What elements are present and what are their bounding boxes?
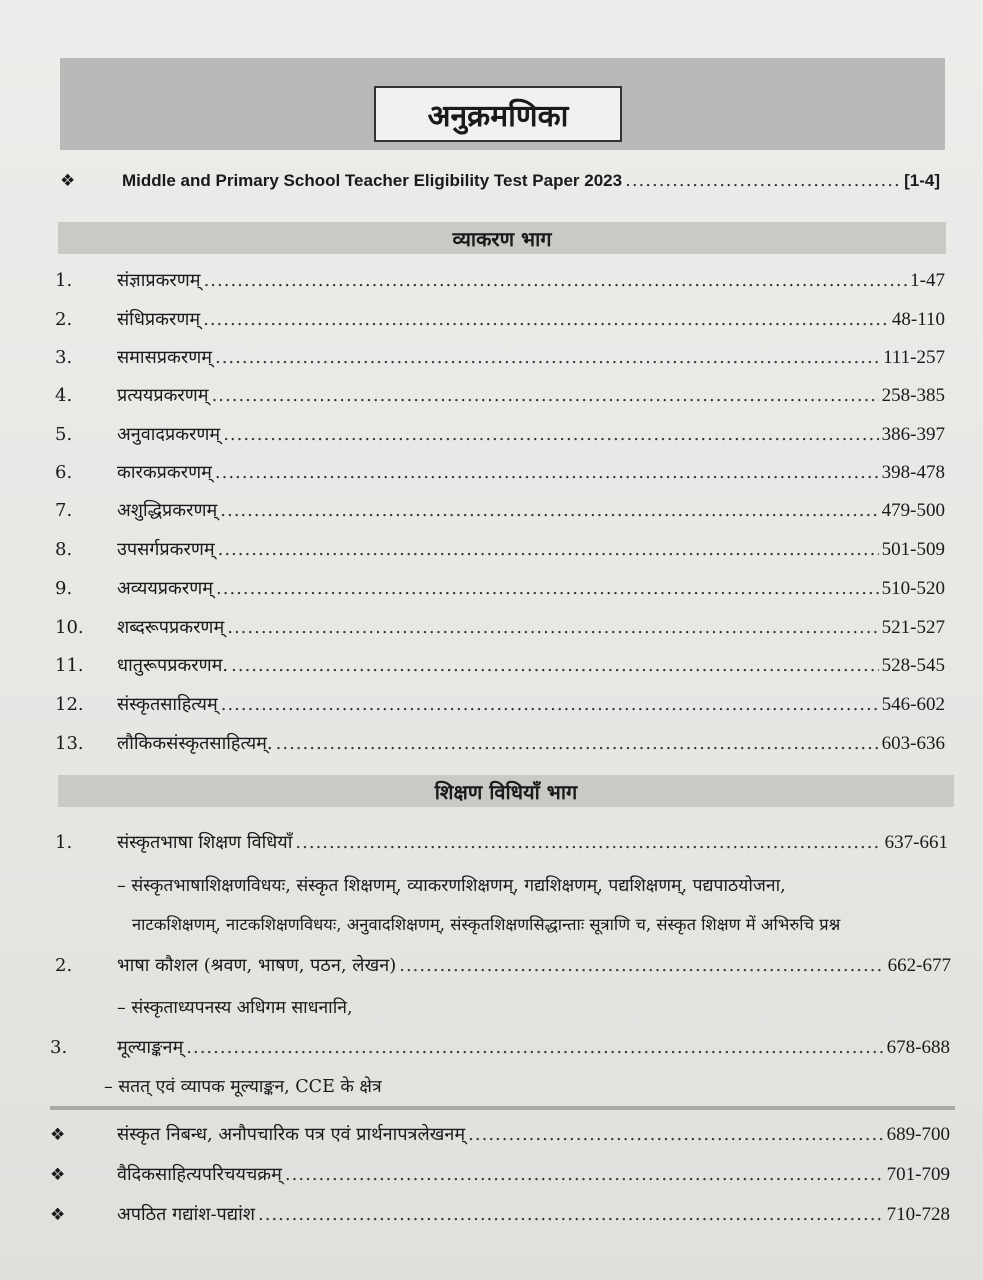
item-number: 11. [55, 655, 84, 676]
item-pages: 637-661 [884, 832, 948, 853]
item-number: 2. [55, 955, 73, 976]
leader-dots [186, 1037, 883, 1058]
toc-row [55, 383, 945, 413]
item-pages: 689-700 [886, 1124, 950, 1145]
item-number: 7. [55, 500, 73, 521]
leader-dots [276, 733, 879, 754]
leader-dots [220, 500, 878, 521]
item-pages: 662-677 [887, 955, 951, 976]
item-number: 4. [55, 385, 73, 406]
leader-dots [227, 617, 878, 638]
item-label: प्रत्ययप्रकरणम् [117, 385, 209, 406]
toc-row [55, 615, 945, 645]
leader-dots [215, 462, 879, 483]
item-pages: 48-110 [891, 309, 945, 330]
item-pages: 710-728 [886, 1204, 950, 1225]
item-label: लौकिकसंस्कृतसाहित्यम्. [117, 733, 273, 754]
leader-dots [216, 578, 879, 599]
item-pages: 398-478 [881, 462, 945, 483]
item-number: 12. [55, 694, 84, 715]
item-number: 8. [55, 539, 73, 560]
item-number: 13. [55, 733, 84, 754]
item-number: 1. [55, 832, 73, 853]
item-subtopics: – संस्कृतभाषाशिक्षणविधयः, संस्कृत शिक्षणम्, व्याकरणशिक्षणम्, गद्यशिक्षणम्, पद्यशिक्षणम्, पद्यपाठयोजना, [117, 876, 786, 896]
toc-row [55, 422, 945, 452]
leader-dots [258, 1204, 884, 1225]
leader-dots [215, 347, 880, 368]
item-label: अव्ययप्रकरणम् [117, 578, 213, 599]
intro-row [60, 170, 940, 200]
item-pages: 678-688 [886, 1037, 950, 1058]
bullet-icon: ❖ [60, 171, 76, 191]
leader-dots [468, 1124, 884, 1145]
toc-row [55, 345, 945, 375]
leader-dots [625, 170, 901, 191]
item-label: वैदिकसाहित्यपरिचयचक्रम् [117, 1164, 282, 1185]
intro-pages: [1-4] [904, 171, 940, 190]
toc-row [55, 537, 945, 567]
toc-row [50, 1122, 950, 1152]
toc-row [55, 692, 945, 722]
item-subtopics: – संस्कृताध्यपनस्य अधिगम साधनानि, [117, 998, 353, 1018]
item-pages: 1-47 [910, 270, 945, 291]
toc-row [55, 731, 945, 761]
item-subtopics: – सतत् एवं व्यापक मूल्याङ्कन, CCE के क्षेत्र [104, 1077, 382, 1097]
item-label: अशुद्धिप्रकरणम् [117, 500, 218, 521]
toc-row [55, 460, 945, 490]
leader-dots [218, 539, 879, 560]
toc-row [50, 1035, 950, 1065]
item-pages: 546-602 [881, 694, 945, 715]
item-pages: 521-527 [881, 617, 945, 638]
toc-row [55, 576, 945, 606]
toc-row [55, 268, 945, 298]
leader-dots [231, 655, 879, 676]
item-label: संस्कृत निबन्ध, अनौपचारिक पत्र एवं प्रार्थनापत्रलेखनम् [117, 1124, 466, 1145]
item-number: 1. [55, 270, 73, 291]
item-label: संज्ञाप्रकरणम् [117, 270, 201, 291]
leader-dots [221, 694, 879, 715]
item-label: समासप्रकरणम् [117, 347, 212, 368]
toc-row [55, 830, 948, 860]
item-label: कारकप्रकरणम् [117, 462, 212, 483]
item-pages: 111-257 [883, 347, 945, 368]
leader-dots [295, 832, 881, 853]
toc-row [55, 498, 945, 528]
item-pages: 701-709 [886, 1164, 950, 1185]
item-label: धातुरूपप्रकरणम. [117, 655, 229, 676]
item-pages: 386-397 [881, 424, 945, 445]
item-label: भाषा कौशल (श्रवण, भाषण, पठन, लेखन) [117, 955, 397, 976]
item-label: शब्दरूपप्रकरणम् [117, 617, 225, 638]
item-label: संस्कृतसाहित्यम् [117, 694, 218, 715]
toc-row [55, 953, 951, 983]
item-pages: 528-545 [881, 655, 945, 676]
leader-dots [399, 955, 884, 976]
item-label: उपसर्गप्रकरणम् [117, 539, 215, 560]
toc-row [55, 307, 945, 337]
item-number: 3. [50, 1037, 68, 1058]
item-subtopics: नाटकशिक्षणम्, नाटकशिक्षणविधयः, अनुवादशिक्षणम्, संस्कृतशिक्षणसिद्धान्ताः सूत्राणि च, संस्कृत शिक्षण में अभिरुचि प्रश्न [132, 915, 841, 934]
item-number: 5. [55, 424, 73, 445]
leader-dots [223, 424, 878, 445]
item-pages: 603-636 [881, 733, 945, 754]
leader-dots [212, 385, 879, 406]
item-number: 6. [55, 462, 73, 483]
item-number: 3. [55, 347, 73, 368]
item-pages: 258-385 [881, 385, 945, 406]
intro-label: Middle and Primary School Teacher Eligibility Test Paper 2023 [122, 171, 623, 190]
page-title: अनुक्रमणिका [374, 86, 622, 142]
grammar-section-heading: व्याकरण भाग [58, 222, 946, 254]
bullet-icon: ❖ [50, 1205, 66, 1225]
item-label: मूल्याङ्कनम् [117, 1037, 184, 1058]
toc-row [50, 1202, 950, 1232]
item-label: संस्कृतभाषा शिक्षण विधियाँ [117, 832, 293, 853]
teaching-section-heading: शिक्षण विधियाँ भाग [58, 775, 954, 807]
item-pages: 479-500 [881, 500, 945, 521]
section-divider [50, 1106, 955, 1110]
item-label: अनुवादप्रकरणम् [117, 424, 221, 445]
item-label: अपठित गद्यांश-पद्यांश [117, 1204, 256, 1225]
leader-dots [203, 309, 889, 330]
item-number: 9. [55, 578, 73, 599]
toc-row [50, 1162, 950, 1192]
bullet-icon: ❖ [50, 1165, 66, 1185]
leader-dots [285, 1164, 884, 1185]
item-number: 2. [55, 309, 73, 330]
item-number: 10. [55, 617, 84, 638]
item-pages: 501-509 [881, 539, 945, 560]
toc-row [55, 653, 945, 683]
bullet-icon: ❖ [50, 1125, 66, 1145]
item-label: संधिप्रकरणम् [117, 309, 201, 330]
leader-dots [204, 270, 908, 291]
item-pages: 510-520 [881, 578, 945, 599]
